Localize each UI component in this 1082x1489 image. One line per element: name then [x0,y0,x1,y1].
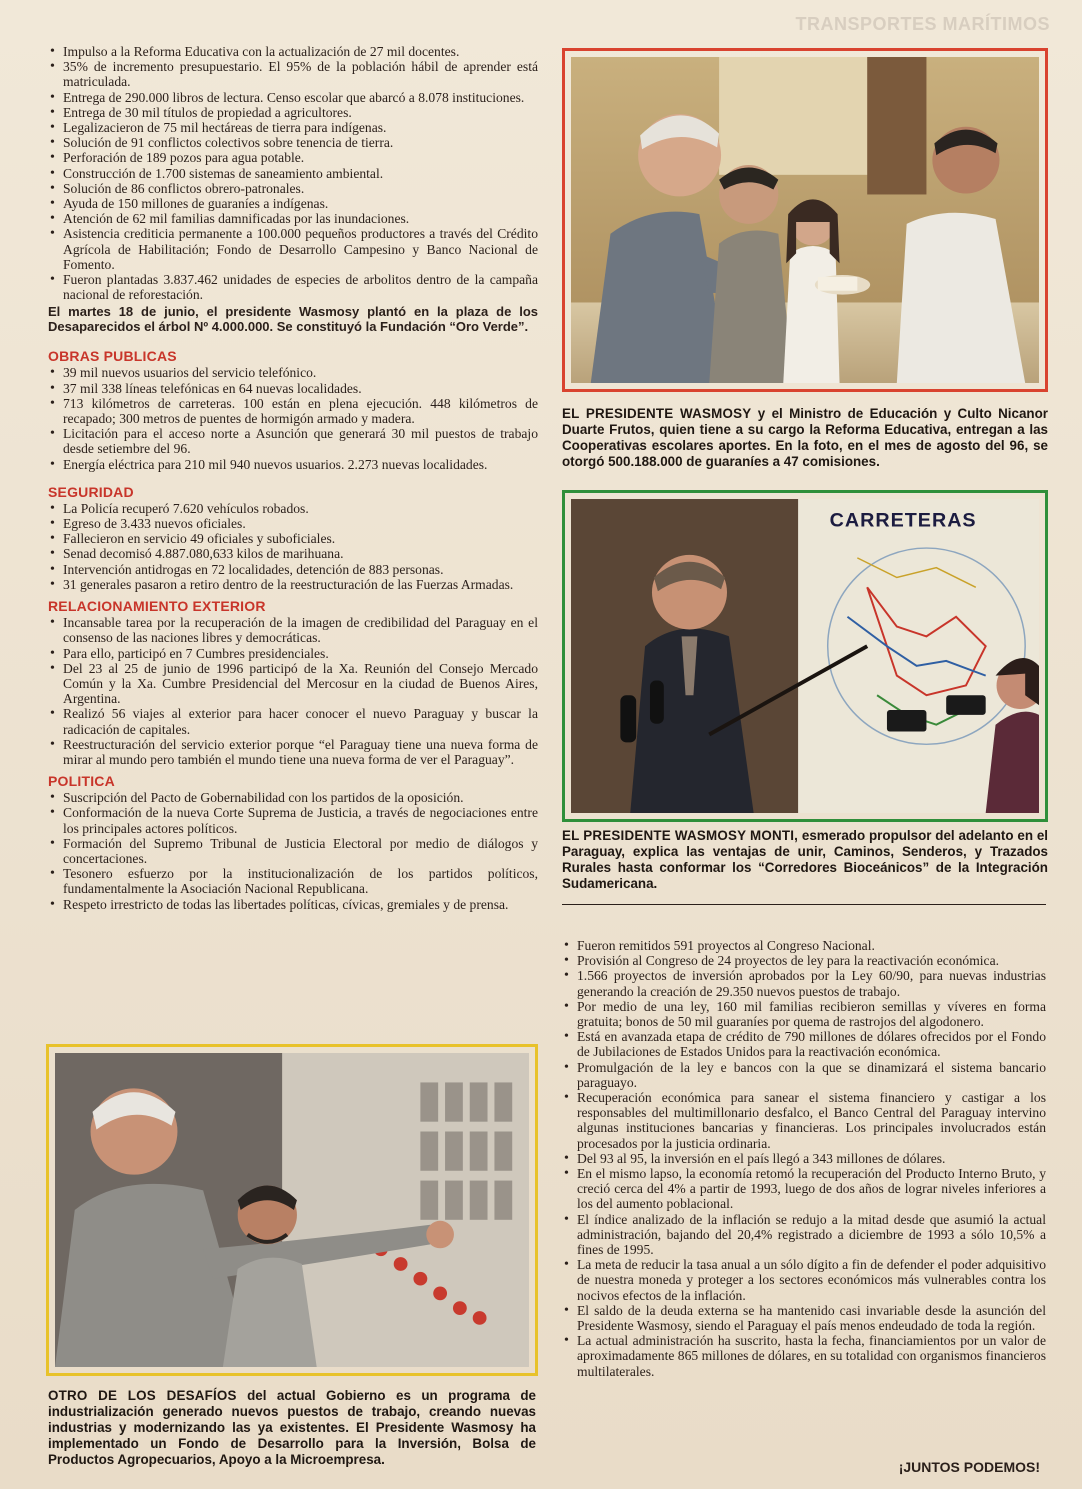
obras-publicas-heading: OBRAS PUBLICAS [48,348,177,365]
list-item: • Formación del Supremo Tribunal de Justicia Electoral por medio de diálogos y concertaciones. [48,836,538,866]
list-item: • Ayuda de 150 millones de guaraníes a indígenas. [48,196,538,211]
list-item: • 39 mil nuevos usuarios del servicio telefónico. [48,365,538,380]
column-divider [562,904,1046,905]
list-item: • Del 93 al 95, la inversión en el país llegó a 343 millones de dólares. [562,1151,1046,1166]
list-item: • 35% de incremento presupuestario. El 95% de la población hábil de aprender está matriculada. [48,59,538,89]
list-item: • Asistencia crediticia permanente a 100.000 pequeños productores a través del Crédito Agrícola de Habilitación; Fondo de Desarrollo Campesino y Banco Nacional de Fomento. [48,226,538,272]
list-item: • La meta de reducir la tasa anual a un sólo dígito a fin de defender el poder adquisitivo de nuestra moneda y proteger a los sectores económicos más vulnerables contra los nocivos efectos de la inflación. [562,1257,1046,1303]
list-item: • Entrega de 290.000 libros de lectura. Censo escolar que abarcó a 8.078 instituciones. [48,90,538,105]
roads-photo-frame [562,490,1048,822]
list-item: • Promulgación de la ley e bancos con la que se dinamizará el sistema bancario paraguayo. [562,1060,1046,1090]
oro-verde-note: El martes 18 de junio, el presidente Wasmosy plantó en la plaza de los Desaparecidos el árbol Nº 4.000.000. Se constituyó la Fundación “Oro Verde”. [48,304,538,335]
industry-photo [55,1053,529,1367]
list-item: • 31 generales pasaron a retiro dentro de la reestructuración de las Fuerzas Armadas. [48,577,538,592]
roads-caption-lead: EL PRESIDENTE WASMOSY MONTI, [562,828,799,843]
list-item: • Construcción de 1.700 sistemas de saneamiento ambiental. [48,166,538,181]
list-item: • Fueron plantadas 3.837.462 unidades de especies de arbolitos dentro de la campaña nacional de reforestación. [48,272,538,302]
map-title: CARRETERAS [829,509,977,532]
roads-caption [562,828,1048,892]
list-item: • Reestructuración del servicio exterior porque “el Paraguay tiene una nueva forma de mirar al mundo pero también el mundo tiene una nueva forma de ver el Paraguay”. [48,737,538,767]
list-item: • El índice analizado de la inflación se redujo a la mitad desde que asumió la actual administración, bajando del 20,4% registrado a diciembre de 1993 a sólo 10,5% a fines de 1995. [562,1212,1046,1258]
list-item: • Impulso a la Reforma Educativa con la actualización de 27 mil docentes. [48,44,538,59]
education-photo [571,57,1039,383]
seguridad-list [48,501,538,592]
list-item: • Conformación de la nueva Corte Suprema de Justicia, a través de negociaciones entre los principales actores políticos. [48,805,538,835]
right-column [562,938,1046,1379]
left-column [48,44,538,912]
list-item: • Recuperación económica para sanear el sistema financiero y castigar a los responsables del multimillonario desfalco, el Banco Central del Paraguay intervino algunas instituciones bancarias y financieras. Los principales involucrados están procesados por la justicia ordinaria. [562,1090,1046,1151]
list-item: • Suscripción del Pacto de Gobernabilidad con los partidos de la oposición. [48,790,538,805]
footer-slogan: ¡JUNTOS PODEMOS! [898,1459,1040,1475]
section-header: TRANSPORTES MARÍTIMOS [795,14,1050,34]
list-item: • Solución de 91 conflictos colectivos sobre tenencia de tierra. [48,135,538,150]
list-item: • La actual administración ha suscrito, hasta la fecha, financiamientos por un valor de aproximadamente 865 millones de dólares, en su totalidad con organismos financieros multilaterales. [562,1333,1046,1379]
list-item: • Fueron remitidos 591 proyectos al Congreso Nacional. [562,938,1046,953]
list-item: • Intervención antidrogas en 72 localidades, detención de 883 personas. [48,562,538,577]
list-item: • Respeto irrestricto de todas las libertades políticas, cívicas, gremiales y de prensa. [48,897,538,912]
education-caption [562,406,1048,470]
list-item: • Fallecieron en servicio 49 oficiales y suboficiales. [48,531,538,546]
list-item: • Por medio de una ley, 160 mil familias recibieron semillas y víveres en forma gratuita; bonos de 50 mil guaraníes por quema de rastrojos del algodonero. [562,999,1046,1029]
relacionamiento-list [48,615,538,767]
list-item: • Energía eléctrica para 210 mil 940 nuevos usuarios. 2.273 nuevas localidades. [48,457,538,472]
industry-caption-lead: OTRO DE LOS DESAFÍOS [48,1388,237,1403]
list-item: • Senad decomisó 4.887.080,633 kilos de marihuana. [48,546,538,561]
industry-caption-body: del actual Gobierno es un programa de industrialización generado nuevos puestos de trabajo, creando nuevas industrias y modernizando las ya existentes. El Presidente Wasmosy ha implementado un Fondo de Desarrollo para la Inversión, Bolsa de Productos Agropecuarios, Apoyo a la Microempresa. [48,1388,536,1467]
list-item: • Provisión al Congreso de 24 proyectos de ley para la reactivación económica. [562,953,1046,968]
industry-photo-frame [46,1044,538,1376]
education-caption-lead: EL PRESIDENTE WASMOSY [562,406,752,421]
education-caption-body: y el Ministro de Educación y Culto Nicanor Duarte Frutos, quien tiene a su cargo la Reforma Educativa, entregan a las Cooperativas escolares aportes. En la foto, en el mes de agosto del 96, se otorgó 500.188.000 de guaraníes a 47 comisiones. [562,406,1048,469]
list-item: • Del 23 al 25 de junio de 1996 participó de la Xa. Reunión del Consejo Mercado Común y la Xa. Cumbre Presidencial del Mercosur en la ciudad de Buenos Aires, Argentina. [48,661,538,707]
obras-publicas-list [48,365,538,471]
achievements-list [48,44,538,302]
politica-heading: POLITICA [48,773,115,790]
list-item: • Legalizacieron de 75 mil hectáreas de tierra para indígenas. [48,120,538,135]
economy-list [562,938,1046,1379]
list-item: • El saldo de la deuda externa se ha mantenido casi invariable desde la asunción del Presidente Wasmosy, siendo el Paraguay el país menos endeudado de toda la región. [562,1303,1046,1333]
list-item: • 37 mil 338 líneas telefónicas en 64 nuevas localidades. [48,381,538,396]
list-item: • Incansable tarea por la recuperación de la imagen de credibilidad del Paraguay en el consenso de las naciones libres y democráticas. [48,615,538,645]
list-item: • Licitación para el acceso norte a Asunción que generará 30 mil puestos de trabajo desde setiembre del 96. [48,426,538,456]
education-photo-frame [562,48,1048,392]
roads-caption-body: esmerado propulsor del adelanto en el Paraguay, explica las ventajas de unir, Caminos, Senderos, y Trazados Rurales hasta conformar los “Corredores Bioceánicos” de la Integración Sudamericana. [562,828,1048,891]
list-item: • Solución de 86 conflictos obrero-patronales. [48,181,538,196]
list-item: • Realizó 56 viajes al exterior para hacer conocer el nuevo Paraguay y buscar la radicación de capitales. [48,706,538,736]
list-item: • La Policía recuperó 7.620 vehículos robados. [48,501,538,516]
list-item: • Egreso de 3.433 nuevos oficiales. [48,516,538,531]
list-item: • Tesonero esfuerzo por la institucionalización de los partidos políticos, fundamentalmente la Asociación Nacional Republicana. [48,866,538,896]
list-item: • 1.566 proyectos de inversión aprobados por la Ley 60/90, para nuevas industrias generando la creación de 29.350 nuevos puestos de trabajo. [562,968,1046,998]
list-item: • Para ello, participó en 7 Cumbres presidenciales. [48,646,538,661]
list-item: • En el mismo lapso, la economía retomó la recuperación del Producto Interno Bruto, y creció cerca del 4% a partir de 1993, luego de dos años de lograr niveles inferiores a los del aumento poblacional. [562,1166,1046,1212]
list-item: • Perforación de 189 pozos para agua potable. [48,150,538,165]
roads-photo [571,499,1039,813]
list-item: • Está en avanzada etapa de crédito de 790 millones de dólares ofrecidos por el Fondo de Jubilaciones de Estados Unidos para la reactivación económica. [562,1029,1046,1059]
list-item: • Atención de 62 mil familias damnificadas por las inundaciones. [48,211,538,226]
relacionamiento-heading: RELACIONAMIENTO EXTERIOR [48,598,266,615]
seguridad-heading: SEGURIDAD [48,483,134,500]
list-item: • 713 kilómetros de carreteras. 100 están en plena ejecución. 448 kilómetros de recapado; 300 metros de puentes de hormigón armado y madera. [48,396,538,426]
industry-caption [48,1388,536,1468]
list-item: • Entrega de 30 mil títulos de propiedad a agricultores. [48,105,538,120]
politica-list [48,790,538,912]
